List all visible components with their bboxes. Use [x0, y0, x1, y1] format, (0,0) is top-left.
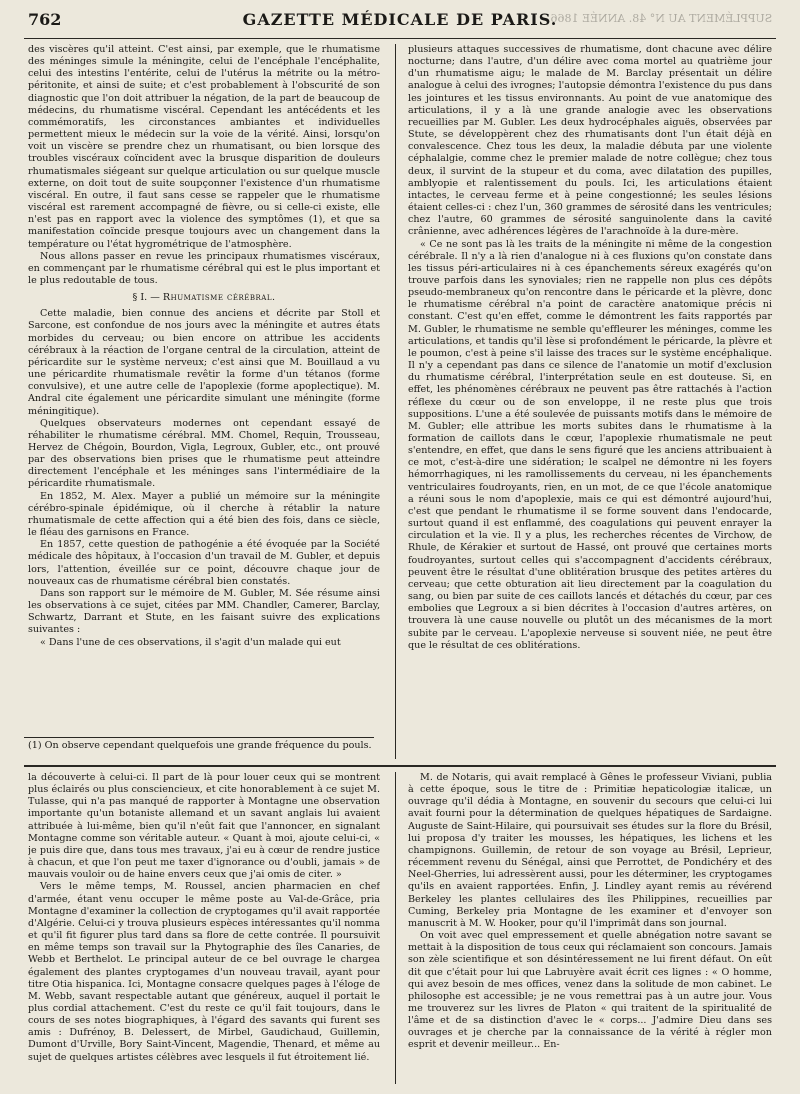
journal-title: GAZETTE MÉDICALE DE PARIS. [242, 10, 558, 29]
section-number: § I. — [132, 292, 160, 304]
paragraph: « Dans l'une de ces observations, il s'agit d'un malade qui eut [40, 636, 341, 648]
paragraph: Cette maladie, bien connue des anciens et décrite par Stoll et Sarcone, est confondue de nos jours avec la méningite et autres états morbides du cerveau; ou bien encore on attribue les accidents cérébraux à la réaction de l'organe central de la circulation, atteint de péricardite sur le système nerveux; c'est ainsi que M. Bouillaud a vu une péricardite rhumatismale revêtir la forme d'un tétanos (forme convulsive), et une autre celle de l'apoplexie (forme apoplectique). M. Andral cite également une péricardite simulant une méningite (forme méningitique). [28, 308, 380, 417]
paragraph: En 1857, cette question de pathogénie a été évoquée par la Société médicale des hôpitaux, à l'occasion d'un travail de M. Gubler, et depuis lors, l'attention, éveillée sur ce point, découvre chaque jour de nouveaux cas de rhumatisme cérébral bien constatés. [28, 539, 380, 587]
lower-right-column [408, 772, 772, 1084]
paragraph: En 1852, M. Alex. Mayer a publié un mémoire sur la méningite cérébro-spinale épidémique, où il cherche à rétablir la nature rhumatismale de cette affection qui a été bien des fois, dans ce siècle, le fléau des garnisons en France. [28, 490, 380, 539]
section-heading [28, 292, 380, 304]
upper-left-column [28, 44, 380, 734]
column-divider [395, 772, 396, 1084]
paragraph: Dans son rapport sur le mémoire de M. Gubler, M. Sée résume ainsi les observations à ce sujet, citées par MM. Chandler, Camerer, Barclay, Schwartz, Darrant et Stute, en les faisant suivre des explications suivantes : [28, 587, 380, 636]
paragraph: M. de Notaris, qui avait remplacé à Gênes le professeur Viviani, publia à cette époque, sous le titre de : Primitiæ hepaticologiæ italicæ, un ouvrage qu'il dédia à Montagne, en souvenir du secours que celui-ci lui avait fourni pour la détermination de quelques hépatiques de Sardaigne. Auguste de Saint-Hilaire, qui poursuivait ses études sur la flore du Brésil, lui proposa d'y traiter les mousses, les hépatiques, les lichens et les champignons. Guillemin, de retour de son voyage au Brésil, Leprieur, récemment revenu du Sénégal, ainsi que Perrottet, de Pondichéry et des Neel-Gherries, lui adressèrent aussi, pour les déterminer, les cryptogames qu'ils en avaient rapportées. Enfin, J. Lindley ayant remis au révérend Berkeley les plantes cellulaires des îles Philippines, recueillies par Cuming, Berkeley pria Montagne de les examiner et d'envoyer son manuscrit à M. W. Hooker, pour qu'il l'imprimât dans son journal. [408, 772, 772, 929]
page-header [24, 8, 776, 34]
lower-left-column [28, 772, 380, 1084]
column-divider [395, 44, 396, 759]
upper-right-column [408, 44, 772, 759]
footnote: (1) On observe cependant quelquefois une grande fréquence du pouls. [28, 740, 372, 751]
section-title: Rhumatisme cérébral. [162, 292, 276, 304]
paragraph: Vers le même temps, M. Roussel, ancien pharmacien en chef d'armée, étant venu occuper le même poste au Val-de-Grâce, pria Montagne d'examiner la collection de cryptogames qu'il avait rapportée d'Algérie. Celui-ci y trouva plusieurs espèces intéressantes qu'il nomma et qu'il fit figurer plus tard dans sa flore de cette contrée. Il poursuivit en même temps son travail sur la Phytographie des îles Canaries, de Webb et Berthelot. Le principal auteur de ce bel ouvrage le chargea également des plantes cryptogames d'un nouveau travail, ayant pour titre Otia hispanica. Ici, Montagne consacre quelques pages à l'éloge de M. Webb, savant respectable autant que généreux, auquel il portait le plus cordial attachement. C'est du reste ce qu'il fait toujours, dans le cours de ses notes biographiques, à l'égard des savants qui furent ses amis : Dufrénoy, B. Delessert, de Mirbel, Gaudichaud, Guillemin, Dumont d'Urville, Bory Saint-Vincent, Magendie, Thenard, et même au sujet de quelques artistes célèbres avec lesquels il fut étroitement lié. [28, 881, 380, 1063]
paragraph: plusieurs attaques successives de rhumatisme, dont chacune avec délire nocturne; dans l'autre, d'un délire avec coma mortel au quatrième jour d'un rhumatisme aigu; le malade de M. Barclay présentait un délire analogue à celui des ivrognes; l'autopsie démontra l'existence du pus dans les jointures et les tissus environnants. Au point de vue anatomique des articulations, il y a là une grande analogie avec les observations recueillies par M. Gubler. Les deux hydrocéphales aiguës, observées par Stute, se développèrent chez des rhumatisants dont l'un était déjà en convalescence. Chez tous les deux, la maladie débuta par une violente céphalalgie, comme chez le premier malade de notre collègue; chez tous deux, il survint de la stupeur et du coma, avec dilatation des pupilles, amblyopie et ralentissement du pouls. Ici, les articulations étaient intactes, le cerveau ferme et à peine congestionné; les seules lésions étaient celles-ci : chez l'un, 360 grammes de sérosité dans les ventricules; chez l'autre, 60 grammes de sérosité sanguinolente dans la cavité crânienne, avec adhérences légères de l'arachnoïde à la dure-mère. [408, 44, 772, 238]
bleed-through-text: SUPPLÉMENT AU N° 48. ANNÉE 1866. [546, 12, 772, 25]
paragraph: On voit avec quel empressement et quelle abnégation notre savant se mettait à la disposition de tous ceux qui réclamaient son concours. Jamais son zèle scientifique et son désintéressement ne lui firent défaut. On eût dit que c'était pour lui que Labruyère avait écrit ces lignes : « O homme, qui avez besoin de mes offices, venez dans la solitude de mon cabinet. Le philosophe est accessible; je ne vous remettrai pas à un autre jour. Vous me trouverez sur les livres de Platon « qui traitent de la spiritualité de l'âme et de sa distinction d'avec le « corps... J'admire Dieu dans ses ouvrages et je cherche par la connaissance de la vérité à régler mon esprit et devenir meilleur... En- [408, 930, 772, 1051]
paragraph: Quelques observateurs modernes ont cependant essayé de réhabiliter le rhumatisme cérébral. MM. Chomel, Requin, Trousseau, Hervez de Chégoin, Bourdon, Vigla, Legroux, Gubler, etc., ont prouvé par des observations bien prises que le rhumatisme peut atteindre directement l'encéphale et les méninges sans l'intermédiaire de la péricardite rhumatismale. [28, 417, 380, 490]
header-rule [24, 38, 776, 39]
page-number: 762 [28, 10, 62, 29]
paragraph: des viscères qu'il atteint. C'est ainsi, par exemple, que le rhumatisme des méninges simule la méningite, celui de l'encéphale l'encéphalite, celui des intestins l'entérite, celui de l'utérus la métrite ou la métro-péritonite, et ainsi de suite; et c'est probablement à l'obscurité de son diagnostic que l'on doit attribuer la négation, de la part de beaucoup de médecins, du rhumatisme viscéral. Cependant les antécédents et les commémoratifs, les circonstances ambiantes et individuelles permettent mieux le médecin sur la voie de la vérité. Ainsi, lorsqu'on voit un viscère se prendre chez un rhumatisant, ou bien lorsque des troubles viscéraux coïncident avec la brusque disparition de douleurs rhumatismales siégeant sur quelque articulation ou sur quelque muscle externe, on doit tout de suite soupçonner l'existence d'un rhumatisme viscéral. En outre, il faut sans cesse se rappeler que le rhumatisme viscéral est rarement accompagné de fièvre, ou si celle-ci existe, elle n'est pas en rapport avec la violence des symptômes (1), et que sa manifestation coïncide presque toujours avec un changement dans la température ou l'état hygrométrique de l'atmosphère. [28, 44, 380, 250]
paragraph: « Ce ne sont pas là les traits de la méningite ni même de la congestion cérébrale. Il n'y a là rien d'analogue ni à ces fluxions qu'on constate dans les tissus péri-articulaires ni à ces épanchements séreux exagérés qu'on trouve parfois dans les synoviales; rien ne rappelle non plus ces dépôts pseudo-membraneux qu'on rencontre dans le péricarde et la plèvre, donc le rhumatisme cérébral n'a point de caractère anatomique précis ni constant. C'est qu'en effet, comme le démontrent les faits rapportés par M. Gubler, le rhumatisme ne semble qu'effleurer les méninges, comme les articulations, et tandis qu'il lèse si profondément le péricarde, la plèvre et le poumon, c'est à peine s'il laisse des traces sur le système encéphalique. Il n'y a cependant pas dans ce silence de l'anatomie un motif d'exclusion du rhumatisme cérébral, l'interprétation seule en est douteuse. Si, en effet, les phénomènes cérébraux ne peuvent pas être rattachés à l'action réflexe du cœur ou de son enveloppe, il ne reste plus que trois suppositions. L'une a été soulevée de puissants motifs dans le mémoire de M. Gubler; elle attribue les morts subites dans le rhumatisme à la formation de caillots dans le cœur, l'apoplexie rhumatismale ne peut s'entendre, en effet, que dans le sens figuré que les anciens attribuaient à ce mot, c'est-à-dire une sidération; le scalpel ne démontre ni les foyers hémorrhagiques, ni les ramollissements du cerveau, ni les épanchements ventriculaires foudroyants, rien, en un mot, de ce que l'école anatomique a réuni sous le nom d'apoplexie, mais ce qui est démontré aujourd'hui, c'est que pendant le rhumatisme il se forme souvent dans l'endocarde, surtout quand il est enflammé, des coagulations qui peuvent enrayer la circulation et la vie. Il y a plus, les recherches récentes de Virchow, de Rhule, de Kérakier et surtout de Hassé, ont prouvé que certaines morts foudroyantes, surtout celles qui s'accompagnent d'accidents cérébraux, peuvent être le résultat d'une oblitération brusque des petites artères du cerveau; que cette obturation ait lieu directement par la coagulation du sang, ou bien par suite de ces caillots lancés et détachés du cœur, par ces embolies que Legroux a si bien décrites à l'occasion d'autres artères, on trouvera là une cause nouvelle ou plutôt un des mécanismes de la mort subite par le cerveau. L'apoplexie nerveuse si souvent niée, ne peut être que le résultat de ces oblitérations. [408, 238, 772, 651]
paragraph: la découverte à celui-ci. Il part de là pour louer ceux qui se montrent plus éclairés ou plus consciencieux, et cite honorablement à ce sujet M. Tulasse, qui n'a pas manqué de rapporter à Montagne une observation importante qu'un botaniste allemand et un savant anglais lui avaient attribuée à lui-même, bien qu'il n'eût fait que l'annoncer, en signalant Montagne comme son véritable auteur. « Quant à moi, ajoute celui-ci, « je puis dire que, dans tous mes travaux, j'ai eu à cœur de rendre justice à chacun, et que l'on peut me taxer d'ignorance ou d'oubli, jamais » de mauvais vouloir ou de haine envers ceux que j'ai omis de citer. » [28, 772, 380, 881]
section-divider [24, 765, 776, 767]
footnote-rule [24, 737, 374, 738]
paragraph: Nous allons passer en revue les principaux rhumatismes viscéraux, en commençant par le rhumatisme cérébral qui est le plus important et le plus redoutable de tous. [28, 250, 380, 286]
